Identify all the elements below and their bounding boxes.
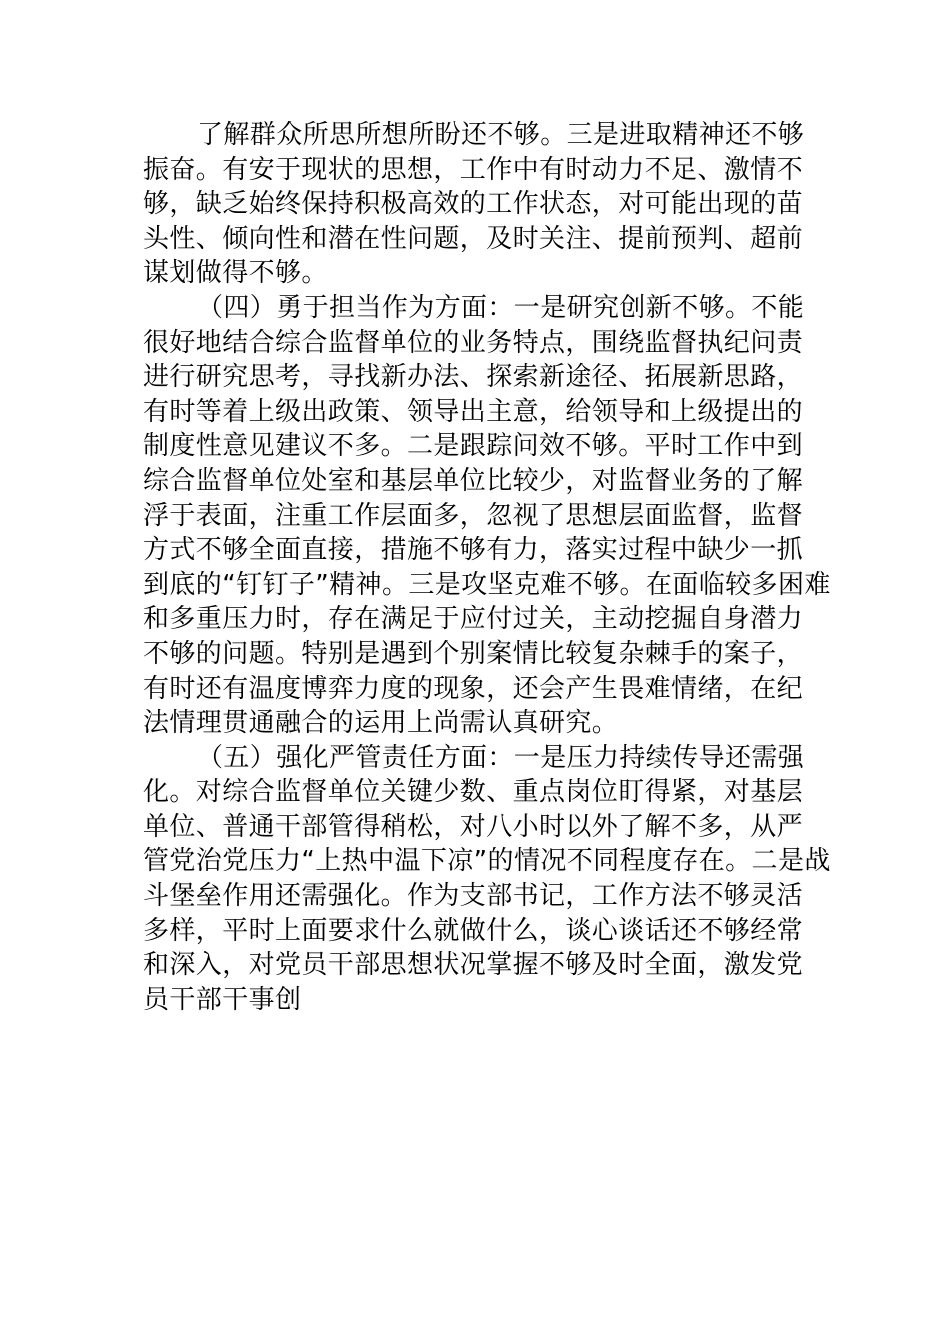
paragraph-3-line-2: 化。对综合监督单位关键少数、重点岗位盯得紧，对基层	[143, 777, 804, 808]
paragraph-2-line-13: 法情理贯通融合的运用上尚需认真研究。	[143, 708, 619, 739]
paragraph-2-line-3: 进行研究思考，寻找新办法、探索新途径、拓展新思路，	[143, 362, 804, 393]
paragraph-2-line-2: 很好地结合综合监督单位的业务特点，围绕监督执纪问责	[143, 327, 804, 358]
paragraph-2-line-4: 有时等着上级出政策、领导出主意，给领导和上级提出的	[143, 396, 804, 427]
paragraph-2-line-9: 到底的“钉钉子”精神。三是攻坚克难不够。在面临较多困难	[143, 569, 831, 600]
paragraph-2-line-12: 有时还有温度博弈力度的现象，还会产生畏难情绪，在纪	[143, 673, 804, 704]
paragraph-3-line-5: 斗堡垒作用还需强化。作为支部书记，工作方法不够灵活	[143, 881, 804, 912]
paragraph-2-line-7: 浮于表面，注重工作层面多，忽视了思想层面监督，监督	[143, 500, 804, 531]
paragraph-2-line-6: 综合监督单位处室和基层单位比较少，对监督业务的了解	[143, 465, 804, 496]
paragraph-2-line-8: 方式不够全面直接，措施不够有力，落实过程中缺少一抓	[143, 535, 804, 566]
paragraph-3-line-1: （五）强化严管责任方面：一是压力持续传导还需强	[197, 742, 805, 773]
paragraph-2-line-5: 制度性意见建议不多。二是跟踪问效不够。平时工作中到	[143, 431, 804, 462]
paragraph-3-line-3: 单位、普通干部管得稍松，对八小时以外了解不多，从严	[143, 811, 804, 842]
paragraph-1-line-2: 振奋。有安于现状的思想，工作中有时动力不足、激情不	[143, 154, 804, 185]
paragraph-2-line-11: 不够的问题。特别是遇到个别案情比较复杂棘手的案子，	[143, 638, 804, 669]
paragraph-3-line-6: 多样，平时上面要求什么就做什么，谈心谈话还不够经常	[143, 915, 804, 946]
paragraph-3-line-8: 员干部干事创	[143, 984, 302, 1015]
paragraph-1-line-1: 了解群众所思所想所盼还不够。三是进取精神还不够	[197, 120, 805, 150]
paragraph-1-line-5: 谋划做得不够。	[143, 258, 328, 289]
paragraph-1-line-3: 够，缺乏始终保持积极高效的工作状态，对可能出现的苗	[143, 189, 804, 220]
body-text	[143, 118, 831, 1017]
paragraph-2-line-10: 和多重压力时，存在满足于应付过关，主动挖掘自身潜力	[143, 604, 804, 635]
paragraph-3-line-4: 管党治党压力“上热中温下凉”的情况不同程度存在。二是战	[143, 846, 831, 877]
paragraph-3-line-7: 和深入，对党员干部思想状况掌握不够及时全面，激发党	[143, 950, 804, 981]
paragraph-2-line-1: （四）勇于担当作为方面：一是研究创新不够。不能	[197, 292, 805, 323]
paragraph-1-line-4: 头性、倾向性和潜在性问题，及时关注、提前预判、超前	[143, 223, 804, 254]
